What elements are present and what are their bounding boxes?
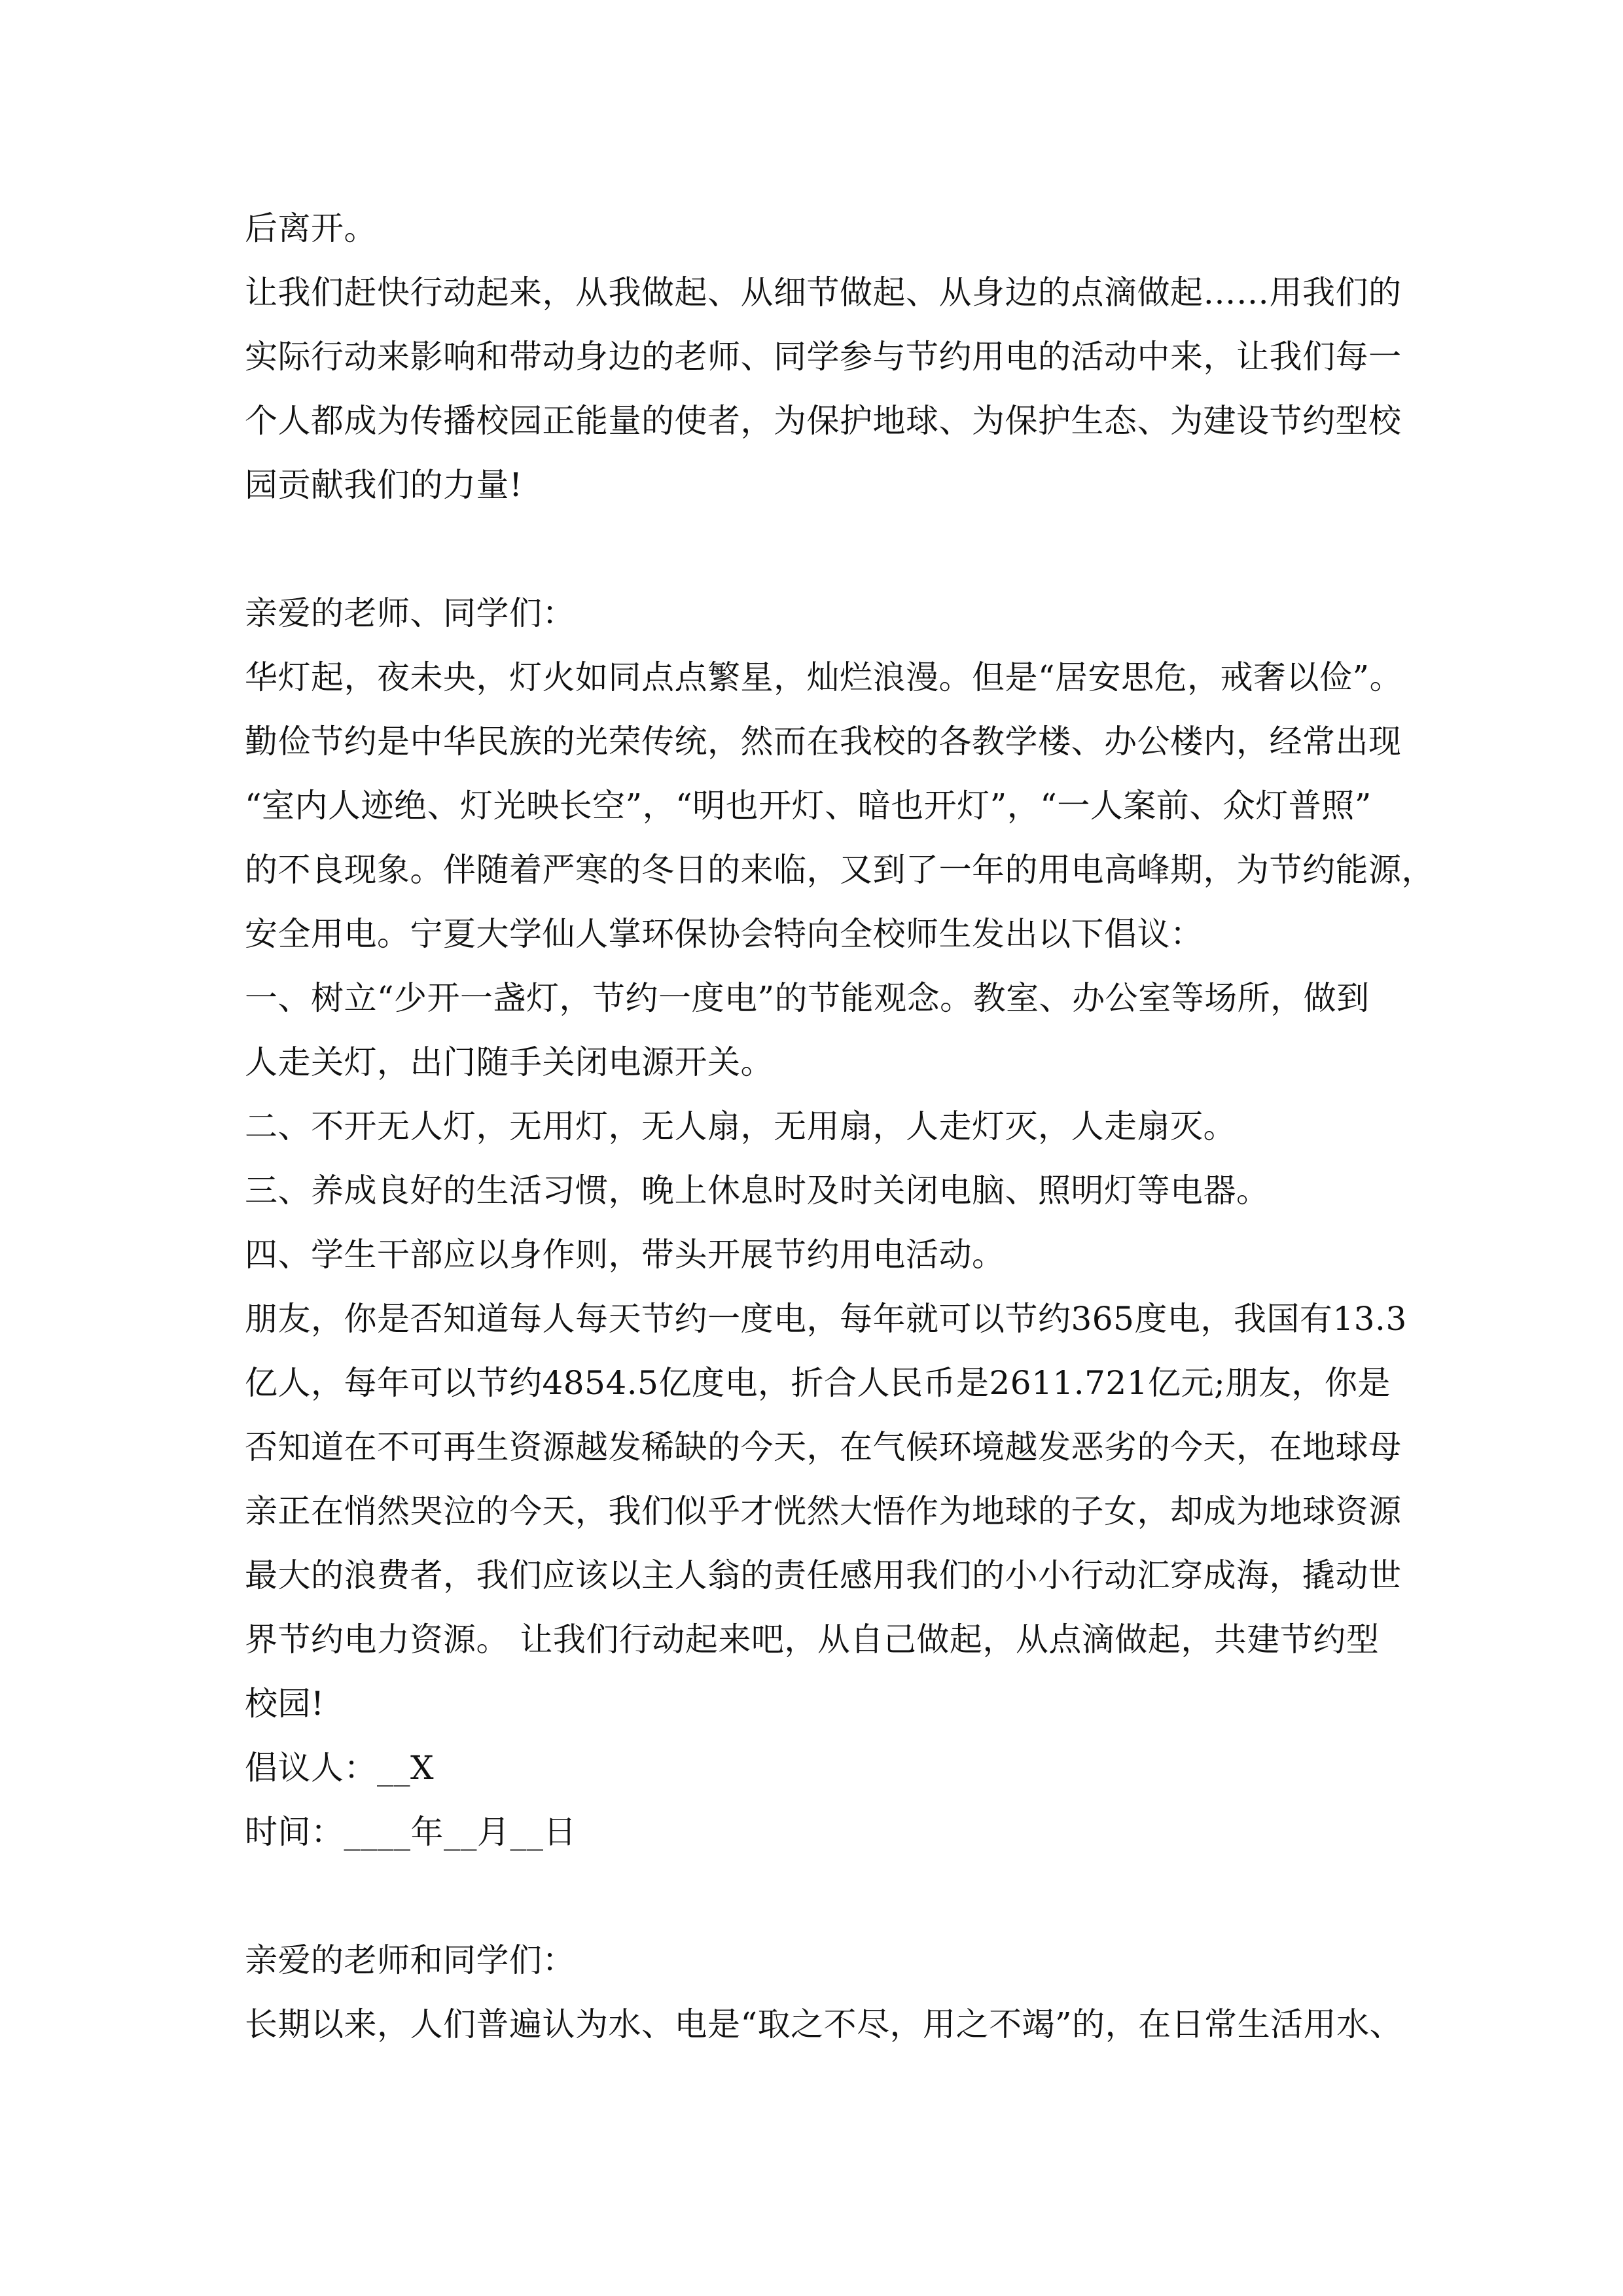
document-body — [245, 196, 1435, 2056]
proposal-item: 三、养成良好的生活习惯，晚上休息时及时关闭电脑、照明灯等电器。 — [245, 1172, 1270, 1210]
paragraph-line: 亿人，每年可以节约4854.5亿度电，折合人民币是2611.721亿元;朋友，你是 — [245, 1364, 1391, 1402]
paragraph-line: 勤俭节约是中华民族的光荣传统，然而在我校的各教学楼、办公楼内，经常出现 — [245, 723, 1402, 761]
paragraph-line: 的不良现象。伴随着严寒的冬日的来临，又到了一年的用电高峰期，为节约能源， — [245, 851, 1435, 889]
paragraph-line: 安全用电。宁夏大学仙人掌环保协会特向全校师生发出以下倡议： — [245, 915, 1204, 953]
proposal-item: 四、学生干部应以身作则，带头开展节约用电活动。 — [245, 1236, 1005, 1274]
section-gap — [245, 1864, 1403, 1928]
paragraph-line: 最大的浪费者，我们应该以主人翁的责任感用我们的小小行动汇穿成海，撬动世 — [245, 1556, 1402, 1594]
paragraph-line: 让我们赶快行动起来，从我做起、从细节做起、从身边的点滴做起……用我们的 — [245, 274, 1402, 312]
paragraph-line: 校园! — [245, 1685, 325, 1723]
paragraph-line: 园贡献我们的力量! — [245, 466, 523, 504]
paragraph-line: 亲正在悄然哭泣的今天，我们似乎才恍然大悟作为地球的子女，却成为地球资源 — [245, 1492, 1402, 1530]
proposal-item: 一、树立“少开一盏灯，节约一度电”的节能观念。教室、办公室等场所，做到 — [245, 979, 1370, 1017]
paragraph-line: 后离开。 — [245, 209, 377, 247]
paragraph-line: 界节约电力资源。 让我们行动起来吧，从自己做起，从点滴做起，共建节约型 — [245, 1621, 1380, 1659]
section-gap — [245, 517, 1403, 581]
proposal-item: 二、不开无人灯，无用灯，无人扇，无用扇，人走灯灭，人走扇灭。 — [245, 1107, 1236, 1145]
salutation: 亲爱的老师、同学们： — [245, 594, 575, 632]
paragraph-line: 个人都成为传播校园正能量的使者，为保护地球、为保护生态、为建设节约型校 — [245, 402, 1402, 440]
paragraph-line: 长期以来，人们普遍认为水、电是“取之不尽，用之不竭”的，在日常生活用水、 — [245, 2005, 1403, 2043]
paragraph-line: 否知道在不可再生资源越发稀缺的今天，在气候环境越发恶劣的今天，在地球母 — [245, 1428, 1402, 1466]
paragraph-line: 人走关灯，出门随手关闭电源开关。 — [245, 1043, 774, 1081]
date-line: 时间：____年__月__日 — [245, 1813, 577, 1851]
signature-line: 倡议人：__X — [245, 1749, 435, 1787]
paragraph-line: 实际行动来影响和带动身边的老师、同学参与节约用电的活动中来，让我们每一 — [245, 338, 1402, 376]
paragraph-line: 朋友，你是否知道每人每天节约一度电，每年就可以节约365度电，我国有13.3 — [245, 1300, 1407, 1338]
paragraph-line: 华灯起，夜未央，灯火如同点点繁星，灿烂浪漫。但是“居安思危，戒奢以俭”。 — [245, 658, 1403, 696]
paragraph-line: “室内人迹绝、灯光映长空”，“明也开灯、暗也开灯”，“一人案前、众灯普照” — [245, 787, 1372, 825]
salutation: 亲爱的老师和同学们： — [245, 1941, 575, 1979]
